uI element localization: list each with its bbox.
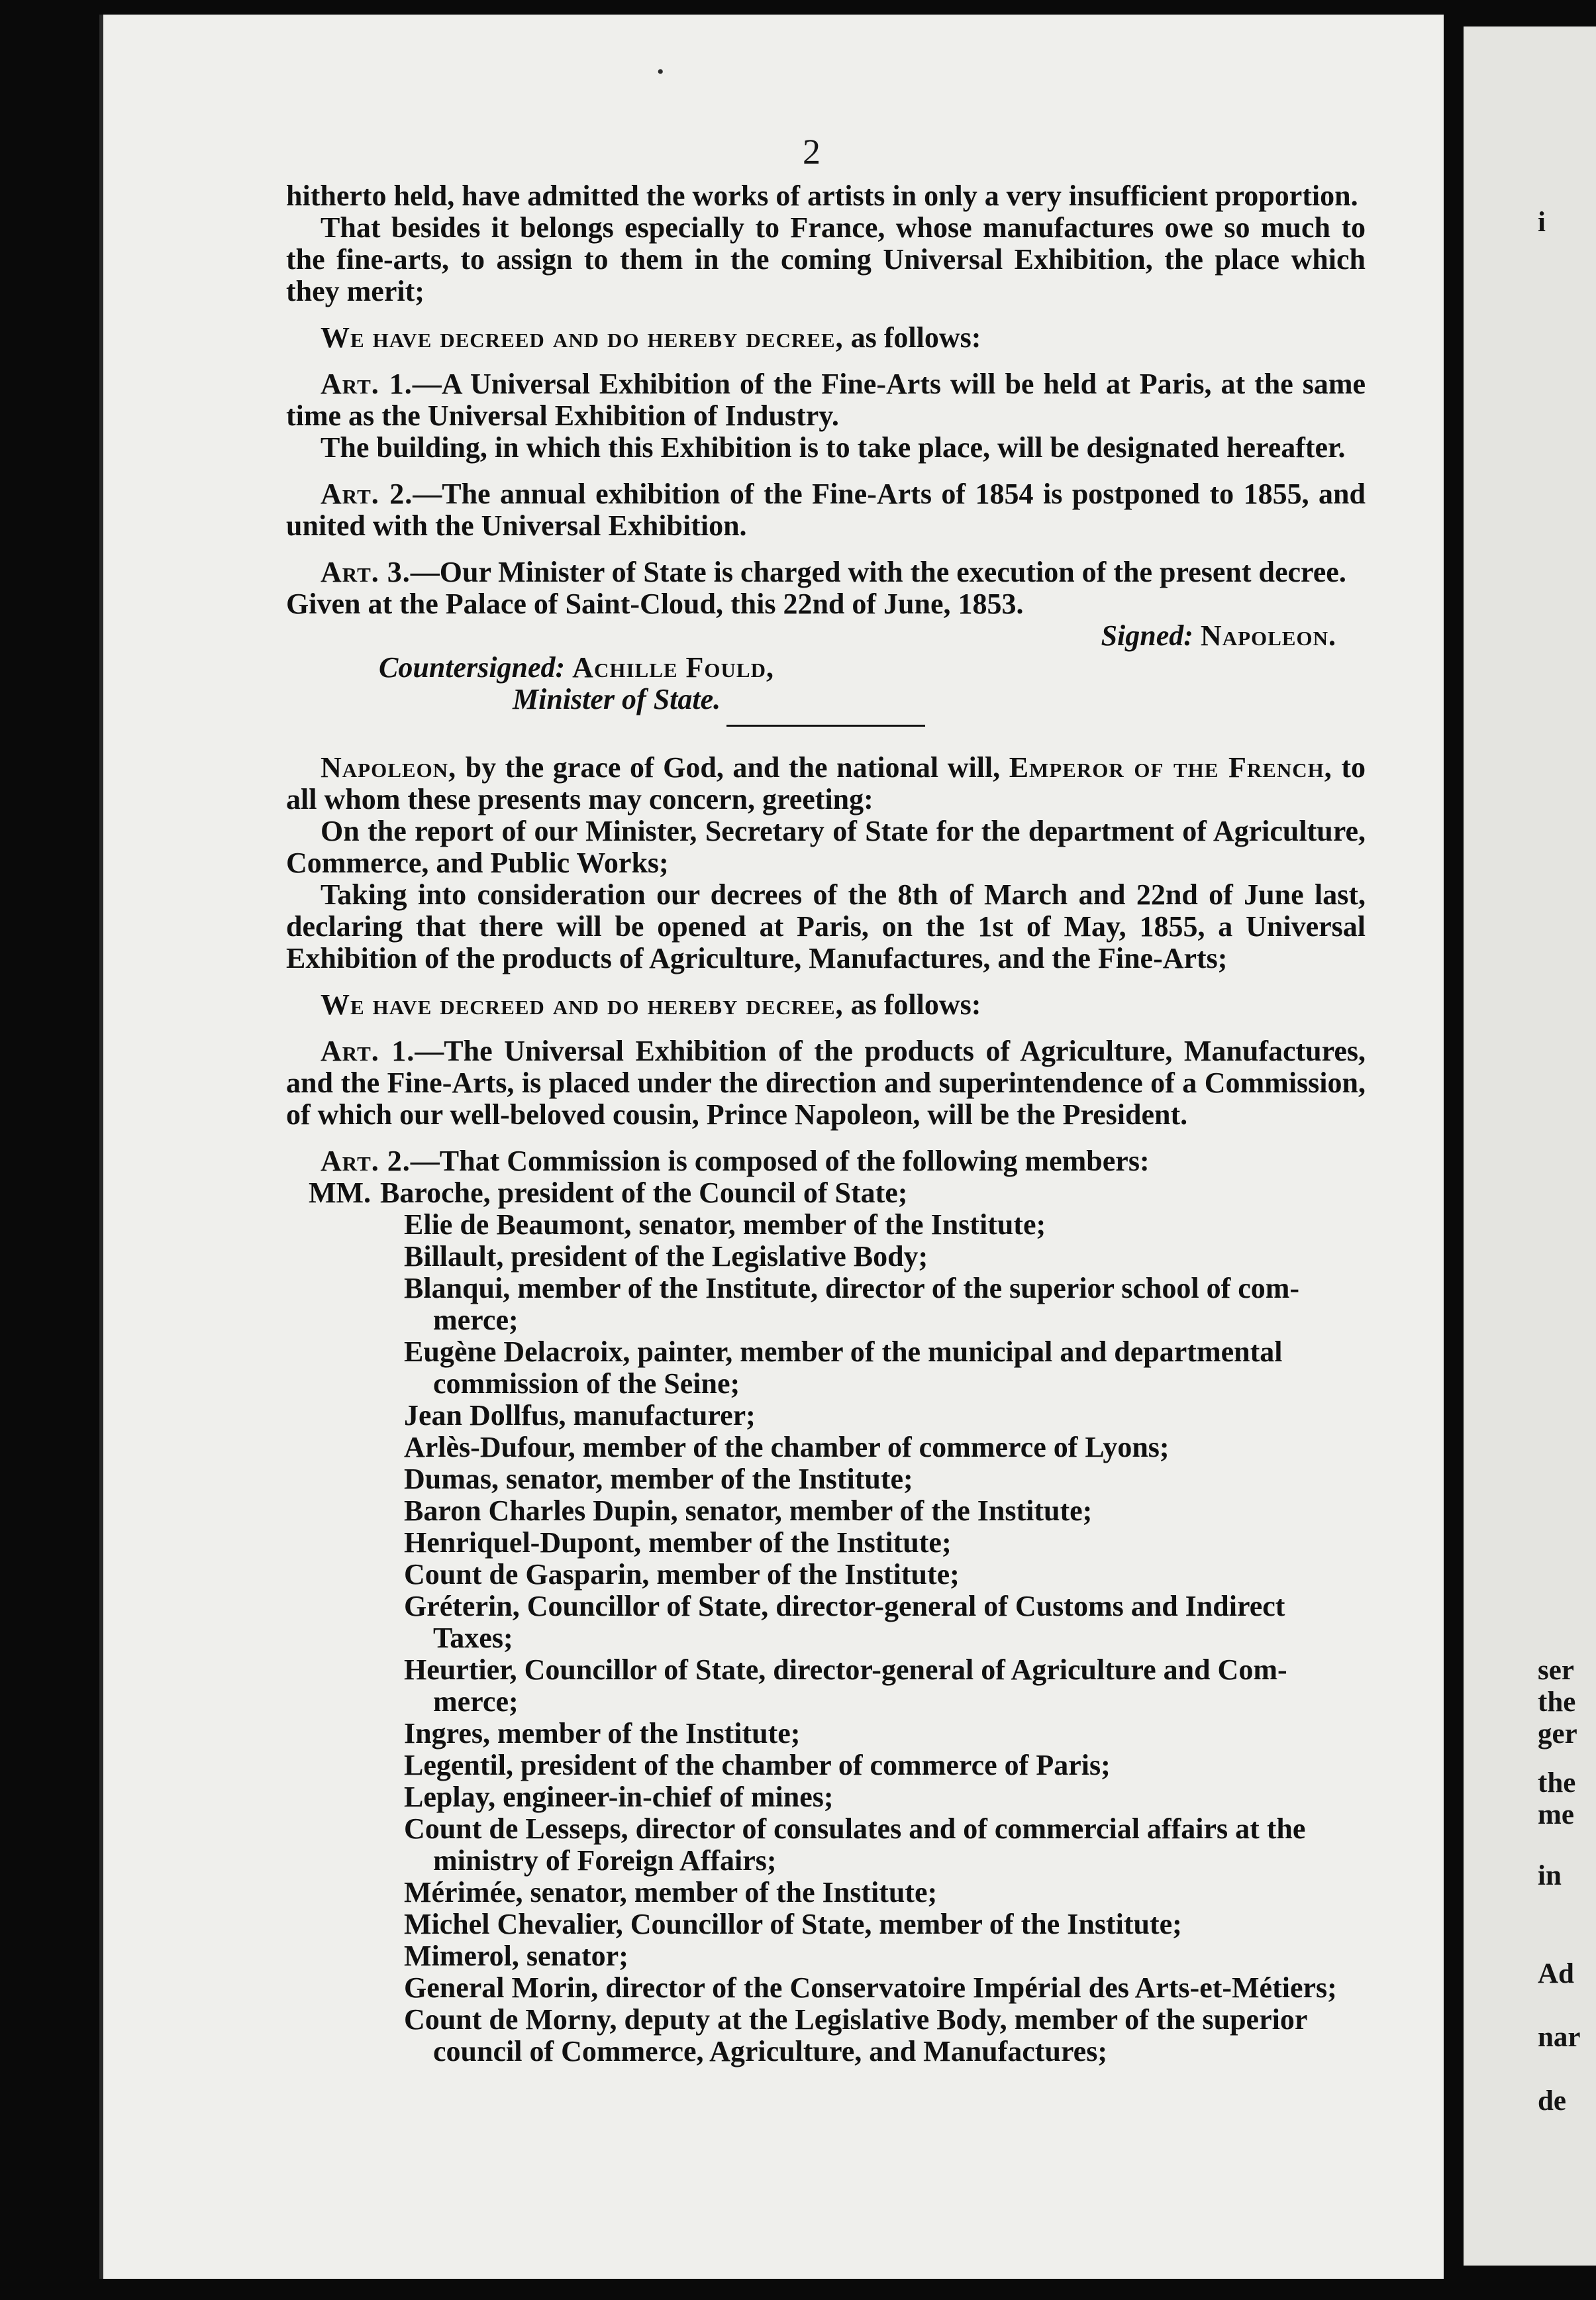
article-text: —That Commission is composed of the following members: — [410, 1145, 1150, 1177]
article-number: Art. 1. — [321, 1035, 415, 1067]
page-number: 2 — [803, 132, 821, 172]
member-line: Count de Morny, deputy at the Legislative Body, member of the superior — [404, 2003, 1308, 2036]
member-line: Baron Charles Dupin, senator, member of the Institute; — [404, 1494, 1093, 1527]
paragraph: The building, in which this Exhibition is to take place, will be designated hereafter. — [321, 431, 1346, 464]
decree-formula-rest: as follows: — [850, 321, 981, 354]
member-entry — [309, 1336, 1366, 1400]
member-entry — [309, 1432, 1366, 1463]
member-line-continued: merce; — [433, 1685, 519, 1718]
adjacent-page-fragment: the — [1538, 1687, 1576, 1718]
article-text: —The annual exhibition of the Fine-Arts of 1854 is postponed to 1855, and united with the Universal Exhibition. — [286, 478, 1366, 542]
countersignature-title: Minister of State. — [513, 683, 721, 715]
member-entry — [309, 2004, 1366, 2067]
decree-formula-rest: as follows: — [850, 988, 981, 1021]
member-line: Eugène Delacroix, painter, member of the municipal and departmental — [404, 1335, 1283, 1368]
member-entry — [309, 1463, 1366, 1495]
member-entry — [309, 1972, 1366, 2004]
paragraph: hitherto held, have admitted the works of artists in only a very insufficient proportion. — [286, 180, 1358, 212]
article-text: —Our Minister of State is charged with the execution of the present decree. — [410, 556, 1346, 588]
members-label: MM. — [309, 1176, 372, 1209]
member-line: Baroche, president of the Council of State; — [380, 1176, 908, 1209]
adjacent-page-fragment: Ad — [1538, 1958, 1574, 1989]
section-divider — [726, 725, 925, 727]
member-line: Leplay, engineer-in-chief of mines; — [404, 1781, 834, 1813]
paragraph: That besides it belongs especially to France, whose manufactures owe so much to the fine-arts, to assign to them in the coming Universal Exhibition, the place which they merit; — [286, 211, 1366, 307]
member-line: Count de Lesseps, director of consulates and of commercial affairs at the — [404, 1812, 1306, 1845]
member-entry — [309, 1209, 1366, 1241]
member-entry — [309, 1750, 1366, 1781]
member-entry — [309, 1527, 1366, 1559]
article-text: —A Universal Exhibition of the Fine-Arts will be held at Paris, at the same time as the Universal Exhibition of Industry. — [286, 368, 1366, 432]
decree-formula-lead: We have decreed and do hereby decree, — [321, 321, 844, 354]
paragraph: Taking into consideration our decrees of the 8th of March and 22nd of June last, declaring that there will be opened at Paris, on the 1st of May, 1855, a Universal Exhibition of the products of Agriculture, Manufactures, and the Fine-Arts; — [286, 878, 1366, 974]
article — [286, 1145, 1366, 1177]
member-entry — [309, 1940, 1366, 1972]
member-line: General Morin, director of the Conservatoire Impérial des Arts-et-Métiers; — [404, 1971, 1337, 2004]
article — [286, 1035, 1366, 1131]
signature — [286, 620, 1366, 652]
preamble-text: by the grace of God, and the national will, — [465, 751, 1001, 784]
article-number: Art. 1. — [321, 368, 413, 400]
preamble — [286, 752, 1366, 815]
adjacent-page-fragment: i — [1538, 207, 1546, 238]
member-entry — [309, 1813, 1366, 1877]
members-list — [309, 1177, 1366, 2067]
member-entry — [309, 1400, 1366, 1432]
member-entry — [309, 1241, 1366, 1273]
member-line: Mimerol, senator; — [404, 1940, 628, 1972]
member-line: Count de Gasparin, member of the Institute; — [404, 1558, 960, 1591]
article — [286, 478, 1366, 542]
signature-label: Signed: — [1101, 619, 1193, 652]
article-number: Art. 2. — [321, 1145, 411, 1177]
member-line: Legentil, president of the chamber of commerce of Paris; — [404, 1749, 1111, 1781]
dateline: Given at the Palace of Saint-Cloud, this 22nd of June, 1853. — [286, 588, 1024, 620]
member-line: Blanqui, member of the Institute, director of the superior school of com- — [404, 1272, 1300, 1304]
member-line: Ingres, member of the Institute; — [404, 1717, 801, 1750]
member-entry — [309, 1273, 1366, 1336]
preamble-rest: to all whom these presents may concern, greeting: — [286, 751, 1366, 815]
page-body — [286, 180, 1366, 2067]
member-line-continued: Taxes; — [433, 1622, 513, 1654]
member-line: Billault, president of the Legislative Body; — [404, 1240, 928, 1273]
signature-name: Napoleon. — [1200, 619, 1336, 652]
countersignature — [286, 652, 1366, 684]
adjacent-page-fragment: ger — [1538, 1718, 1577, 1750]
member-entry — [309, 1559, 1366, 1591]
member-line: Jean Dollfus, manufacturer; — [404, 1399, 756, 1432]
member-line-continued: ministry of Foreign Affairs; — [433, 1844, 777, 1877]
member-line-continued: council of Commerce, Agriculture, and Manufactures; — [433, 2035, 1107, 2067]
adjacent-page-fragment: me — [1538, 1799, 1574, 1830]
member-entry — [309, 1718, 1366, 1750]
member-line-continued: commission of the Seine; — [433, 1367, 740, 1400]
preamble-lead: Napoleon, — [321, 751, 457, 784]
adjacent-page-fragment: the — [1538, 1767, 1576, 1799]
decree-formula — [286, 322, 1366, 354]
adjacent-page-fragment: de — [1538, 2085, 1566, 2117]
member-line-continued: merce; — [433, 1304, 519, 1336]
member-line: Michel Chevalier, Councillor of State, member of the Institute; — [404, 1908, 1182, 1940]
member-entry — [309, 1654, 1366, 1718]
member-line: Elie de Beaumont, senator, member of the Institute; — [404, 1208, 1046, 1241]
decree-formula — [286, 989, 1366, 1021]
member-line: Arlès-Dufour, member of the chamber of commerce of Lyons; — [404, 1431, 1170, 1463]
adjacent-page-edge — [1464, 26, 1596, 2266]
member-entry — [309, 1908, 1366, 1940]
article-number: Art. 3. — [321, 556, 411, 588]
member-line: Heurtier, Councillor of State, director-general of Agriculture and Com- — [404, 1653, 1287, 1686]
adjacent-page-fragment: in — [1538, 1860, 1562, 1891]
member-line: Henriquel-Dupont, member of the Institute; — [404, 1526, 952, 1559]
article-text: —The Universal Exhibition of the products of Agriculture, Manufactures, and the Fine-Arts, is placed under the direction and superintendence of a Commission, of which our well-beloved cousin, Prince Napoleon, will be the President. — [286, 1035, 1366, 1131]
member-entry — [309, 1591, 1366, 1654]
article-number: Art. 2. — [321, 478, 413, 510]
ink-speck: • — [657, 61, 664, 83]
article — [286, 368, 1366, 432]
adjacent-page-fragment: ser — [1538, 1655, 1574, 1686]
member-entry — [309, 1177, 1366, 1209]
countersignature-name: Achille Fould, — [572, 651, 774, 684]
preamble-title: Emperor of the French, — [1009, 751, 1332, 784]
countersignature-label: Countersigned: — [379, 651, 566, 684]
decree-formula-lead: We have decreed and do hereby decree, — [321, 988, 844, 1021]
member-line: Mérimée, senator, member of the Institute; — [404, 1876, 938, 1908]
member-entry — [309, 1781, 1366, 1813]
member-line: Gréterin, Councillor of State, director-general of Customs and Indirect — [404, 1590, 1285, 1622]
member-line: Dumas, senator, member of the Institute; — [404, 1463, 913, 1495]
member-entry — [309, 1877, 1366, 1908]
paragraph: On the report of our Minister, Secretary of State for the department of Agriculture, Commerce, and Public Works; — [286, 815, 1366, 879]
article — [286, 556, 1366, 588]
member-entry — [309, 1495, 1366, 1527]
adjacent-page-fragment: nar — [1538, 2022, 1581, 2053]
